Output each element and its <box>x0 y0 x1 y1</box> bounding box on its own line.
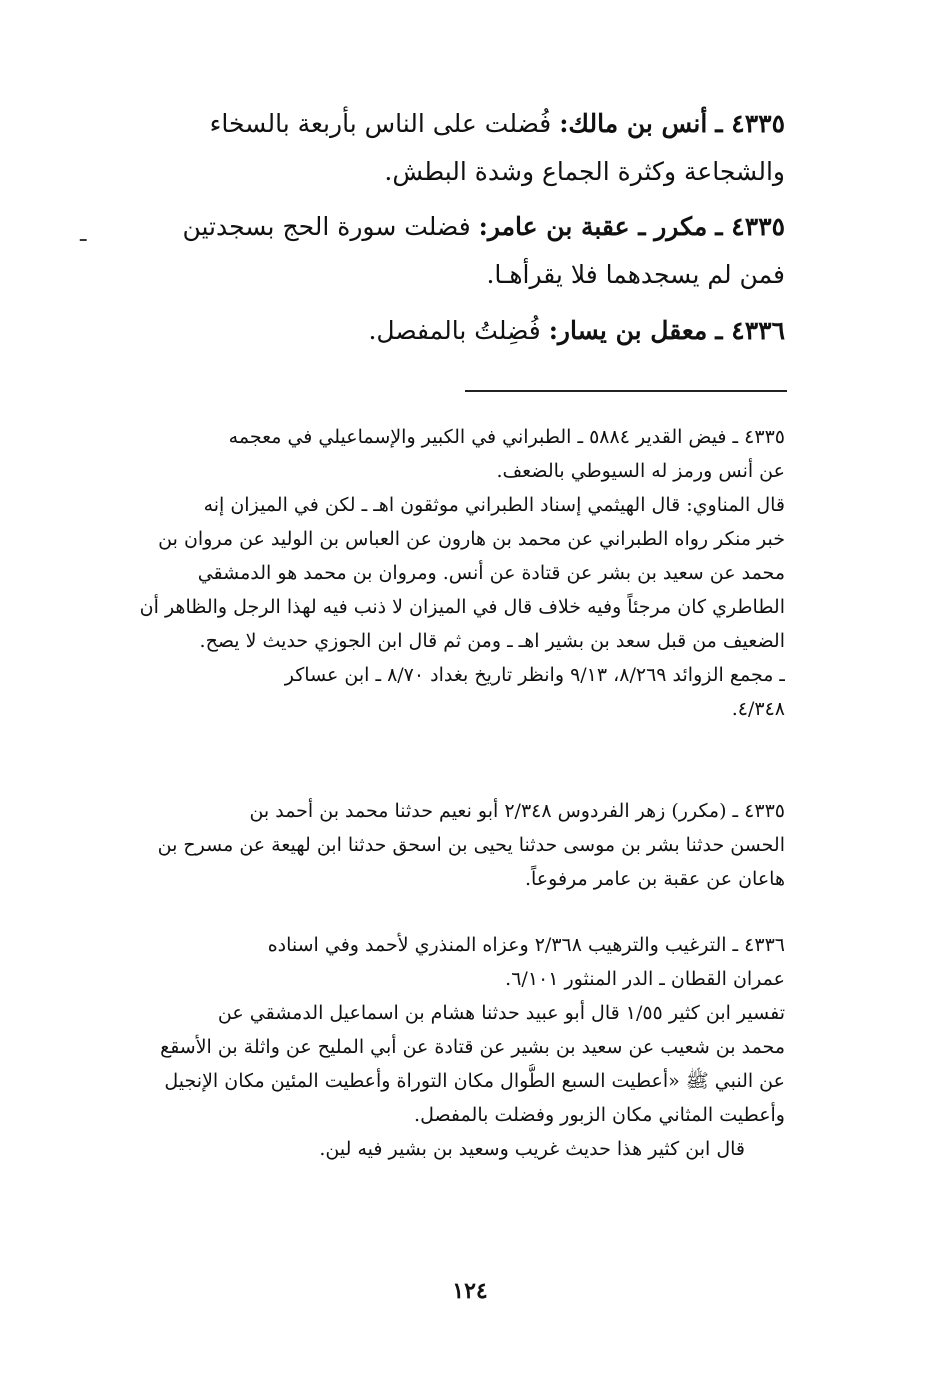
entry-number: ٤٣٣٥ ـ <box>715 212 785 241</box>
entry-narrator: معقل بن يسار: <box>548 316 708 345</box>
footnote-line: هاعان عن عقبة بن عامر مرفوعاً. <box>524 868 785 890</box>
footnote-separator <box>465 390 787 392</box>
footnote-line: عن النبي ﷺ «أعطيت السبع الطُّوال مكان التوراة وأعطيت المئين مكان الإنجيل <box>164 1070 785 1092</box>
main-entry <box>110 100 785 196</box>
entry-text: والشجاعة وكثرة الجماع وشدة البطش. <box>384 157 785 186</box>
main-entry <box>155 307 785 355</box>
main-entry <box>110 203 785 299</box>
page-number: ١٢٤ <box>452 1278 488 1304</box>
footnote-line: ٤٣٣٥ ـ فيض القدير ٥٨٨٤ ـ الطبراني في الكبير والإسماعيلي في معجمه <box>228 426 785 448</box>
footnote-line: الضعيف من قبل سعد بن بشير اهـ ـ ومن ثم قال ابن الجوزي حديث لا يصح. <box>199 630 785 652</box>
footnote-line: الحسن حدثنا بشر بن موسى حدثنا يحيى بن اسحق حدثنا ابن لهيعة عن مسرح بن <box>157 834 785 856</box>
footnote-line: ٤٣٣٥ ـ (مكرر) زهر الفردوس ٢/٣٤٨ أبو نعيم حدثنا محمد بن أحمد بن <box>249 800 785 822</box>
footnote <box>110 928 785 1166</box>
entry-text: فُضِلتُ بالمفصل. <box>368 316 541 345</box>
entry-number: ٤٣٣٦ ـ <box>715 316 785 345</box>
entry-line <box>155 307 785 355</box>
footnote-line: ٤٣٣٦ ـ الترغيب والترهيب ٢/٣٦٨ وعزاه المنذري لأحمد وفي اسناده <box>267 934 785 956</box>
footnote-line: محمد بن شعيب عن سعيد بن بشير عن قتادة عن أبي المليح عن واثلة بن الأسقع <box>160 1036 785 1058</box>
entry-line <box>110 100 785 148</box>
entry-narrator: مكرر ـ عقبة بن عامر: <box>478 212 708 241</box>
footnote-line: الطاطري كان مرجئاً وفيه خلاف قال في الميزان لا ذنب فيه لهذا الرجل والظاهر أن <box>139 596 785 618</box>
footnote-line: خبر منكر رواه الطبراني عن محمد بن هارون عن العباس بن الوليد عن مروان بن <box>158 528 785 550</box>
footnote-line: قال المناوي: قال الهيثمي إسناد الطبراني موثقون اهـ ـ لكن في الميزان إنه <box>203 494 785 516</box>
footnote-line: تفسير ابن كثير ١/٥٥ قال أبو عبيد حدثنا هشام بن اسماعيل الدمشقي عن <box>217 1002 785 1024</box>
entry-text: فمن لم يسجدهما فلا يقرأهـا. <box>486 260 785 289</box>
entry-line <box>110 203 785 251</box>
footnote-line: وأعطيت المثاني مكان الزبور وفضلت بالمفصل. <box>414 1104 785 1126</box>
entry-narrator: أنس بن مالك: <box>559 109 708 138</box>
footnote-line: ٤/٣٤٨. <box>731 698 785 720</box>
footnote-line: ـ مجمع الزوائد ٨/٢٦٩، ٩/١٣ وانظر تاريخ بغداد ٨/٧٠ ـ ابن عساكر <box>284 664 785 686</box>
entry-text: فُضلت على الناس بأربعة بالسخاء <box>209 109 552 138</box>
footnote-line: قال ابن كثير هذا حديث غريب وسعيد بن بشير فيه لين. <box>319 1138 745 1160</box>
footnote <box>110 794 785 896</box>
entry-number: ٤٣٣٥ ـ <box>715 109 785 138</box>
entry-text: فضلت سورة الحج بسجدتين <box>182 212 471 241</box>
footnote-line: عمران القطان ـ الدر المنثور ٦/١٠١. <box>505 968 785 990</box>
footnote <box>110 420 785 726</box>
footnote-line: عن أنس ورمز له السيوطي بالضعف. <box>496 460 785 482</box>
footnote-line: محمد عن سعيد بن بشر عن قتادة عن أنس. ومروان بن محمد هو الدمشقي <box>197 562 785 584</box>
margin-mark: ـ <box>80 222 87 247</box>
